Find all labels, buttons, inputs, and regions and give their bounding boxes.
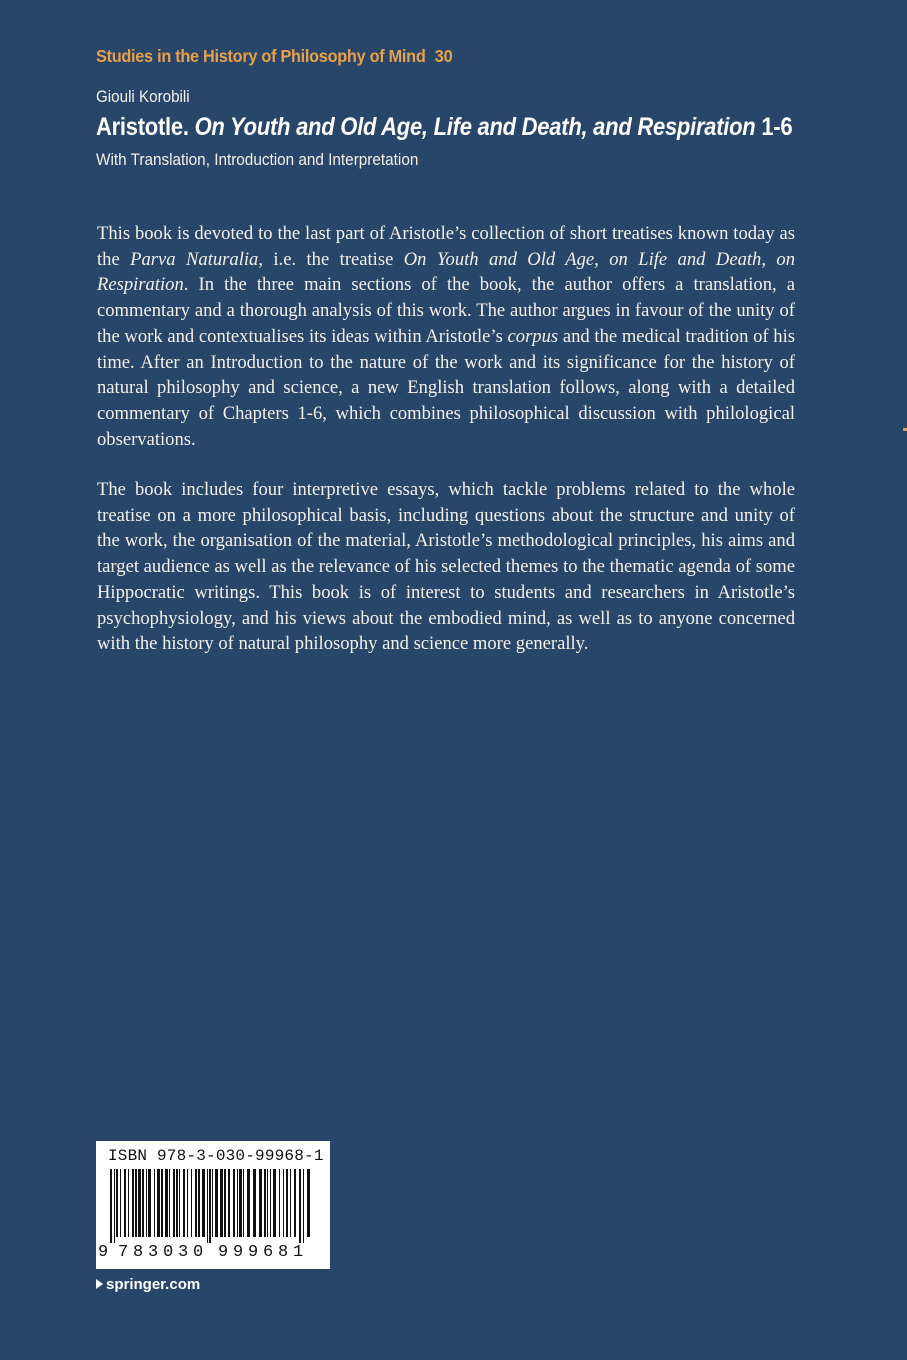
p1-italic-treatise: On Youth and Old Age, on Life and Death, on Respiration <box>97 248 795 296</box>
barcode-digit: 9 <box>98 1243 109 1262</box>
barcode-digit: 9 <box>218 1243 229 1262</box>
barcode-digit: 3 <box>178 1243 189 1262</box>
barcode-bar <box>283 1169 284 1237</box>
barcode-bar <box>154 1169 155 1237</box>
barcode-bar <box>253 1169 256 1237</box>
barcode-bar <box>286 1169 288 1237</box>
barcode-bar <box>220 1169 223 1237</box>
barcode-bar <box>195 1169 197 1237</box>
barcode-bar <box>259 1169 262 1237</box>
barcode-bar <box>233 1169 235 1237</box>
series-number: 30 <box>434 46 453 66</box>
barcode-bar <box>146 1169 147 1237</box>
barcode-bar <box>138 1169 141 1237</box>
barcode-bar <box>157 1169 160 1237</box>
barcode-bar <box>294 1169 296 1237</box>
barcode-digit: 9 <box>233 1243 244 1262</box>
publisher-link[interactable] <box>96 1276 200 1293</box>
barcode-bar <box>148 1169 151 1237</box>
book-subtitle: With Translation, Introduction and Interpretation <box>96 150 419 169</box>
barcode-bar <box>187 1169 188 1237</box>
series-title <box>96 46 452 67</box>
barcode-bar <box>142 1169 144 1237</box>
barcode-bar <box>165 1169 168 1237</box>
book-title <box>96 113 792 142</box>
barcode-digit: 6 <box>263 1243 274 1262</box>
barcode-bar <box>228 1169 230 1237</box>
barcode-bar <box>270 1169 271 1237</box>
barcode-bar <box>176 1169 178 1237</box>
barcode-bar <box>120 1169 121 1237</box>
barcode-bar <box>132 1169 134 1237</box>
barcode-bar <box>135 1169 137 1237</box>
barcode-digit: 9 <box>248 1243 259 1262</box>
barcode-bar <box>209 1169 211 1243</box>
barcode-bar <box>247 1169 250 1237</box>
title-prefix: Aristotle. <box>96 113 189 141</box>
barcode-bar <box>279 1169 280 1237</box>
blurb-paragraph-2: The book includes four interpretive essays, which tackle problems related to the whole treatise on a more philosophical basis, including questions about the structure and unity of the work, the organisation of the material, Aristotle’s methodological principles, his aims and target audience as well as the relevance of his selected themes to the thematic agenda of some Hippocratic writings. This book is of interest to students and researchers in Aristotle’s psychophysiology, and his views about the embodied mind, as well as to anyone concerned with the history of natural philosophy and science more generally. <box>97 479 795 655</box>
barcode-bar <box>128 1169 129 1237</box>
barcode-bar <box>183 1169 185 1237</box>
barcode-bar <box>273 1169 276 1237</box>
edge-mark <box>903 428 907 431</box>
series-name: Studies in the History of Philosophy of Mind <box>96 46 426 66</box>
barcode-bar <box>243 1169 244 1237</box>
isbn-barcode <box>96 1141 330 1269</box>
barcode-bar <box>239 1169 242 1237</box>
p1-italic-corpus: corpus <box>507 325 559 347</box>
barcode-bars <box>110 1169 316 1243</box>
barcode-bar <box>299 1169 301 1243</box>
barcode-bar <box>191 1169 192 1237</box>
title-suffix: 1-6 <box>761 113 793 141</box>
barcode-bar <box>237 1169 238 1237</box>
barcode-digit: 0 <box>163 1243 174 1262</box>
barcode-digit: 7 <box>118 1243 129 1262</box>
p1-text-3: . In the three main sections of the book, the author offers a translation, a commentary and a thorough analysis of this work. The author argues in favour of the unity of the work and contextualises its ideas within Aristotle’s <box>97 274 795 347</box>
barcode-digit: 8 <box>133 1243 144 1262</box>
p1-text-1: This book is devoted to the last part of Aristotle’s collection of short treatises known today as the <box>97 223 795 270</box>
barcode-bar <box>198 1169 200 1237</box>
barcode-bar <box>264 1169 266 1237</box>
barcode-bar <box>267 1169 268 1237</box>
barcode-bar <box>224 1169 226 1237</box>
barcode-digit: 1 <box>293 1243 304 1262</box>
barcode-bar <box>124 1169 126 1237</box>
arrow-right-icon <box>96 1279 103 1289</box>
title-italic: On Youth and Old Age, Life and Death, and Respiration <box>194 113 756 141</box>
barcode-bar <box>116 1169 118 1237</box>
barcode-bar <box>202 1169 205 1237</box>
barcode-bar <box>173 1169 175 1237</box>
barcode-bar <box>207 1169 208 1243</box>
barcode-digit: 8 <box>278 1243 289 1262</box>
barcode-bar <box>307 1169 310 1237</box>
barcode-bar <box>114 1169 115 1243</box>
publisher-url: springer.com <box>106 1276 201 1293</box>
barcode-bar <box>110 1169 112 1243</box>
barcode-bar <box>212 1169 213 1237</box>
p1-text-4: and the medical tradition of his time. After an Introduction to the nature of the work and its significance for the history of natural philosophy and science, a new English translation follows, along with a detailed commentary of Chapters 1-6, which combines philosophical discussion with philological observations. <box>97 325 795 450</box>
author-name: Giouli Korobili <box>96 88 190 106</box>
p1-italic-parva: Parva Naturalia <box>130 248 259 270</box>
barcode-bar <box>161 1169 163 1237</box>
barcode-bar <box>303 1169 304 1243</box>
blurb-paragraph-1 <box>97 221 795 452</box>
barcode-bar <box>169 1169 170 1237</box>
barcode-bar <box>179 1169 180 1237</box>
p1-text-2: , i.e. the treatise <box>258 248 404 270</box>
barcode-bar <box>215 1169 218 1237</box>
barcode-bar <box>290 1169 291 1237</box>
barcode-digit: 3 <box>148 1243 159 1262</box>
isbn-label: ISBN 978-3-030-99968-1 <box>108 1147 324 1165</box>
barcode-digit: 0 <box>193 1243 204 1262</box>
